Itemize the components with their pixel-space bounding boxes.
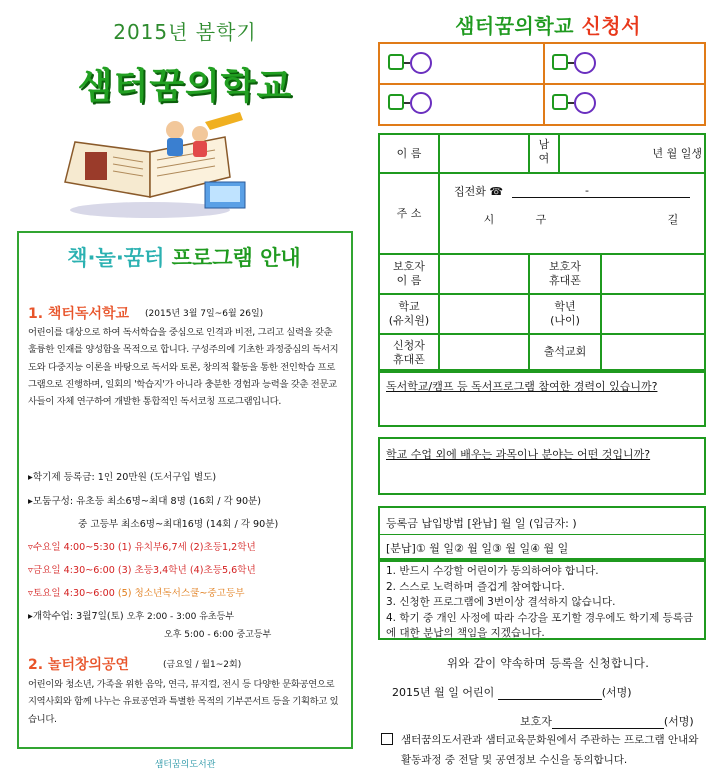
section1-period: (2015년 3월 7일~6월 26일): [145, 309, 264, 319]
note-item: 1. 반드시 수강할 어린이가 동의하여야 합니다.: [386, 565, 599, 577]
church-label: 출석교회: [543, 345, 587, 358]
question-2: 학교 수업 외에 배우는 과목이나 분야는 어떤 것입니까?: [386, 448, 651, 461]
name-field[interactable]: [442, 139, 526, 169]
opening-row: [28, 608, 234, 622]
section2-title: 2. 놀터창의공연: [28, 657, 130, 673]
guardian-phone-label: 보호자 휴대폰: [549, 260, 581, 287]
library-label: 샘터꿈의도서관: [154, 760, 216, 770]
question-box-1[interactable]: [378, 371, 706, 427]
schedule-classes: (3) 초등3,4학년 (4)초등5,6학년: [117, 565, 256, 576]
schedule-row: [28, 562, 256, 576]
applicant-info-table: [378, 133, 706, 371]
agree-text: 샘터꿈의도서관과 샘터교육문화원에서 주관하는 프로그램 안내와 활동과정 중 전달 및 공연정보 수신을 동의합니다.: [401, 734, 699, 766]
schedule-row: [28, 539, 256, 553]
program-checkbox-icon[interactable]: [388, 92, 448, 114]
agree-checkbox[interactable]: [381, 733, 393, 745]
guardian-signature-field[interactable]: [552, 728, 664, 729]
opening-time-1: 오후 2:00 - 3:00 유초등부: [126, 612, 235, 622]
address-gu: 구: [535, 213, 547, 226]
payment-full[interactable]: 등록금 납입방법 [완납] 월 일 (입금자: ): [386, 517, 577, 530]
program-checkbox-icon[interactable]: [552, 52, 612, 74]
sign-label: (서명): [663, 715, 694, 728]
schedule-row: [28, 585, 244, 599]
grade-label: 학년 (나이): [550, 300, 580, 327]
address-gil: 길: [667, 213, 679, 226]
form-title-school: 샘터꿈의학교: [455, 14, 574, 38]
guardian-name-label: 보호자 이 름: [393, 260, 425, 287]
fee-row: ▸학기제 등록금: 1인 20만원 (도서구입 별도): [28, 472, 217, 483]
program-check-grid: [378, 42, 706, 126]
open-book-illustration: [55, 112, 255, 222]
date-signature-line: [392, 684, 632, 700]
birth-field[interactable]: 년 월 일생: [652, 147, 702, 160]
sign-label: (서명): [601, 686, 632, 699]
note-item: 4. 학기 중 개인 사정에 따라 수강을 포기할 경우에도 학기제 등록금에 대한 분납의 책임을 지겠습니다.: [386, 611, 694, 639]
question-1: 독서학교/캠프 등 독서프로그램 참여한 경력이 있습니까?: [386, 380, 658, 393]
opening-label: ▸개학수업: 3월7일(토): [28, 611, 124, 622]
guardian-label: 보호자: [520, 715, 552, 728]
schedule-time: ▿수요일 4:00~5:30: [28, 542, 115, 553]
payment-split[interactable]: [분납]① 월 일② 월 일③ 월 일④ 월 일: [386, 542, 569, 555]
phone-dash: -: [585, 184, 589, 197]
guardian-signature-line: [520, 713, 694, 729]
section1-title: 1. 책터독서학교: [28, 306, 130, 322]
form-title: [376, 10, 720, 39]
notes-box: [378, 560, 706, 640]
group-row-2: 중 고등부 최소6명~최대16명 (14회 / 각 90분): [78, 519, 279, 530]
guide-header: [28, 242, 340, 272]
home-phone-field[interactable]: [512, 197, 690, 198]
schedule-time: ▿금요일 4:30~6:00: [28, 565, 115, 576]
applicant-phone-label: 신청자 휴대폰: [393, 339, 425, 366]
school-label: 학교 (유치원): [388, 300, 430, 327]
child-signature-field[interactable]: [498, 699, 602, 700]
school-title: 샘터꿈의학교: [77, 66, 293, 107]
program-checkbox-icon[interactable]: [552, 92, 612, 114]
address-si: 시: [483, 213, 495, 226]
opening-time-2: 오후 5:00 - 6:00 중고등부: [164, 630, 272, 640]
group-row-1: ▸모둠구성: 유초등 최소6명~최대 8명 (16회 / 각 90분): [28, 496, 262, 507]
program-checkbox-icon[interactable]: [388, 52, 448, 74]
home-phone-label: 집전화 ☎: [454, 185, 504, 198]
form-title-application: 신청서: [573, 14, 641, 38]
date-child-label: 2015년 월 일 어린이: [392, 686, 495, 699]
schedule-classes: (5) 청소년독서스쿨~중고등부: [117, 588, 245, 599]
guide-header-sub: 프로그램 안내: [164, 246, 301, 270]
section2-period: (금요일 / 월1~2회): [163, 660, 242, 670]
section2-description: 어린이와 청소년, 가족을 위한 음악, 연극, 뮤지컬, 전시 등 다양한 문화공연으로 지역사회와 함께 나누는 유료공연과 특별한 목적의 기부콘서트 등을 기획하고 있습니다.: [28, 679, 339, 725]
promise-text: 위와 같이 약속하며 등록을 신청합니다.: [446, 656, 650, 670]
guide-header-main: 책·놀·꿈터: [67, 246, 165, 270]
payment-box: [378, 506, 706, 560]
schedule-time: ▿토요일 4:30~6:00: [28, 588, 115, 599]
name-label: 이 름: [396, 147, 422, 160]
question-box-2[interactable]: [378, 437, 706, 495]
note-item: 2. 스스로 노력하며 즐겁게 참여합니다.: [386, 580, 565, 593]
note-item: 3. 신청한 프로그램에 3번이상 결석하지 않습니다.: [386, 596, 616, 608]
gender-label: 남 여: [538, 138, 550, 165]
address-label: 주 소: [396, 207, 422, 220]
section1-description: 어린이를 대상으로 하여 독서학습을 중심으로 인격과 비전, 그리고 실력을 갖춘 훌륭한 인재를 양성함을 목적으로 합니다. 구성주의에 기초한 과정중심의 독서지도와 다중지능 이론을 바탕으로 독서와 토론, 창의적 활동을 통한 전인학습 프로그램으로 진행하며, 일회의 '학습지'가 아니라 충분한 경험과 능력을 갖춘 전문교사들이 자체 연구하여 개발한 통합적인 독서코칭 프로그램입니다.: [28, 327, 339, 408]
season-label: 2015년 봄학기: [113, 20, 257, 44]
schedule-classes: (1) 유치부6,7세 (2)초등1,2학년: [117, 542, 256, 553]
